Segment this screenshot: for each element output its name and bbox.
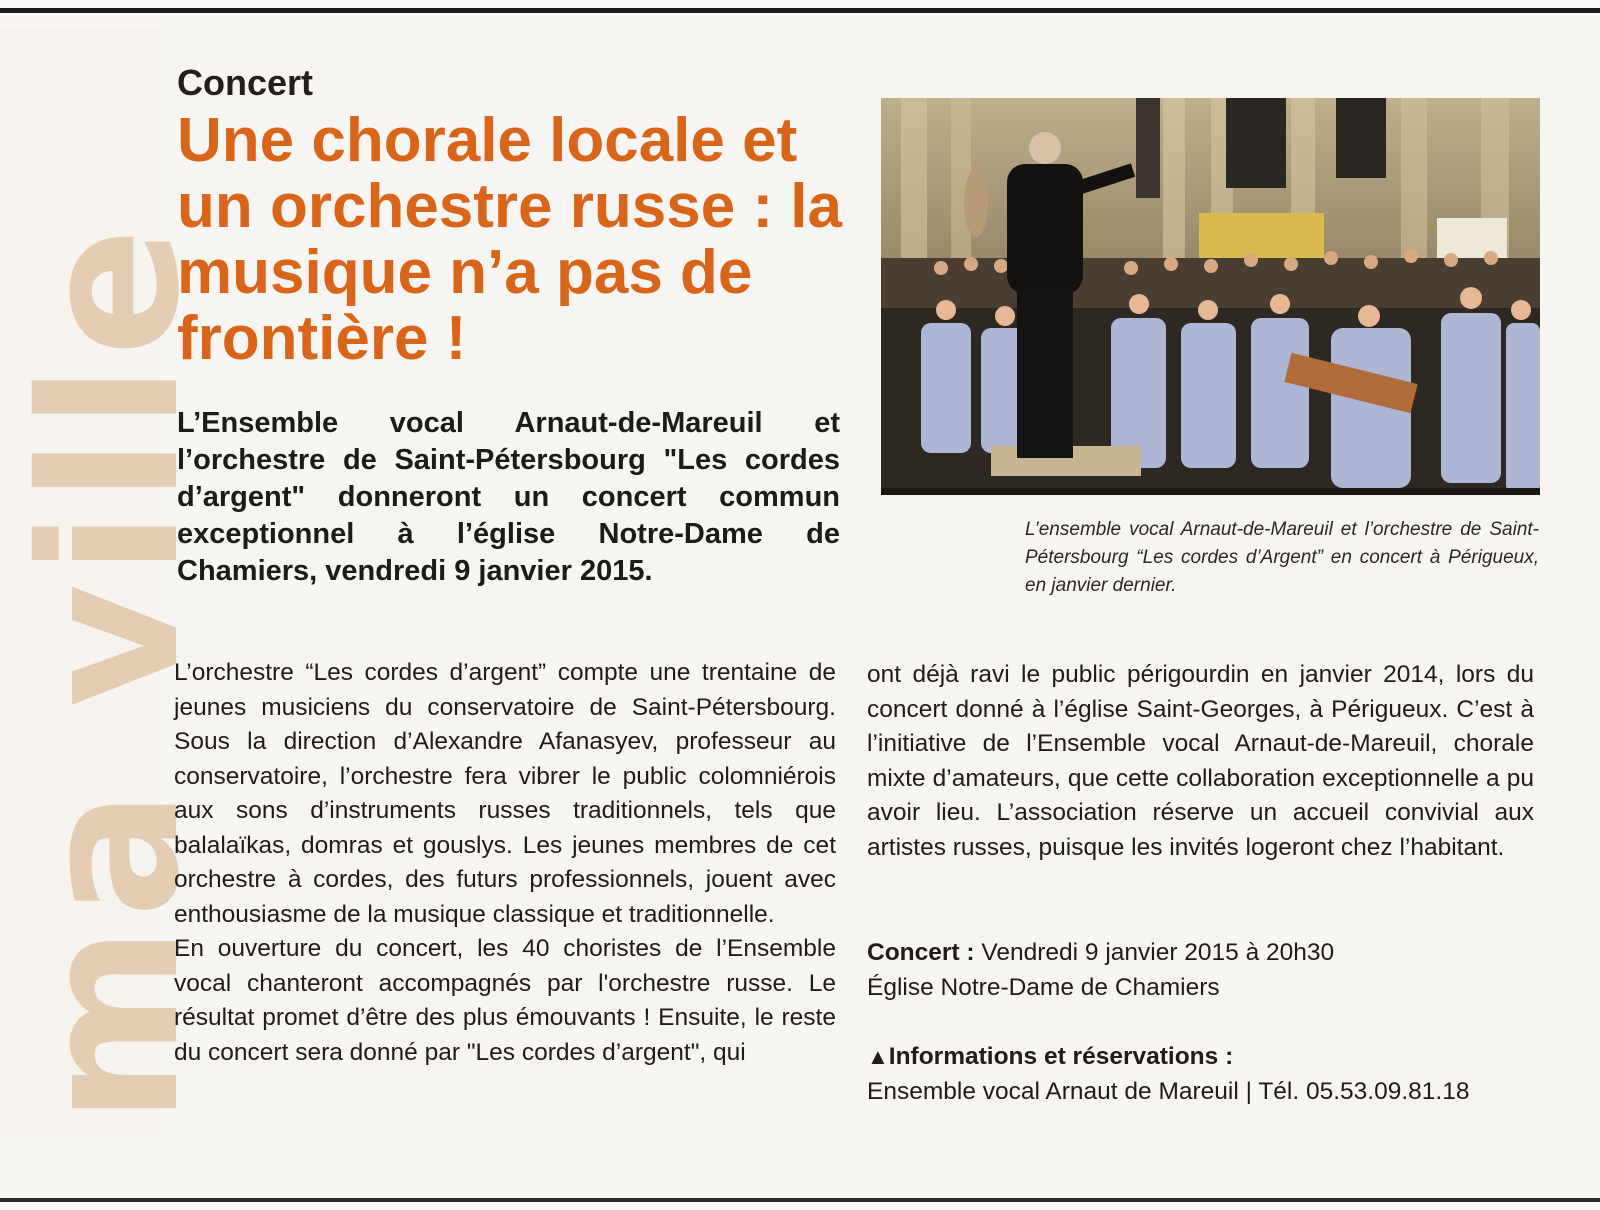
article-headline: Une chorale locale et un orchestre russe : la musique n’a pas de frontière ! (177, 106, 843, 373)
concert-photo (881, 98, 1540, 495)
body-column-right (867, 658, 1534, 865)
concert-date: Vendredi 9 janvier 2015 à 20h30 (974, 939, 1335, 966)
body-column-left (174, 656, 836, 1070)
body-paragraph: En ouverture du concert, les 40 choristes de l’Ensemble vocal chanteront accompagnés par l'orchestre russe. Le résultat promet d’être des plus émouvants ! Ensuite, le reste du concert sera donné par "Les cordes d’argent", qui (174, 935, 836, 1066)
photo-caption: L’ensemble vocal Arnaut-de-Mareuil et l’orchestre de Saint-Pétersbourg “Les cordes d’Argent” en concert à Périgueux, en janvier dernier. (1025, 519, 1539, 596)
reservation-details (867, 1040, 1547, 1109)
concert-details (867, 936, 1547, 1005)
reservation-heading-line (867, 1040, 1547, 1075)
section-tab (0, 28, 221, 1134)
reservation-label: Informations et réservations : (888, 1043, 1234, 1070)
concert-photo-illustration (881, 98, 1540, 495)
reservation-contact: Ensemble vocal Arnaut de Mareuil | Tél. 05.53.09.81.18 (867, 1077, 1470, 1105)
body-paragraph: L’orchestre “Les cordes d’argent” compte une trentaine de jeunes musiciens du conservatoire de Saint-Pétersbourg. Sous la direction d’Alexandre Afanasyev, professeur au conservatoire, l’orchestre fera vibrer le public colomniérois aux sons d’instruments russes traditionnels, tels que balalaïkas, domras et gouslys. Les jeunes membres de cet orchestre à cordes, des futurs professionnels, jouent avec enthousiasme de la musique classique et traditionnelle. (174, 659, 836, 928)
concert-label: Concert : (867, 939, 975, 966)
concert-date-line (867, 936, 1547, 971)
section-tab-text: ma ville (0, 219, 221, 1124)
article-lead: L’Ensemble vocal Arnaut-de-Mareuil et l’orchestre de Saint-Pétersbourg "Les cordes d’argent" donneront un concert commun exceptionnel à l’église Notre-Dame de Chamiers, vendredi 9 janvier 2015. (177, 407, 840, 587)
scan-top-edge (0, 8, 1600, 13)
concert-venue: Église Notre-Dame de Chamiers (867, 973, 1220, 1001)
scan-bottom-margin (0, 1202, 1600, 1210)
triangle-bullet-icon: ▲ (867, 1044, 889, 1069)
article-kicker: Concert (177, 62, 314, 103)
body-paragraph: ont déjà ravi le public périgourdin en janvier 2014, lors du concert donné à l’église Saint-Georges, à Périgueux. C’est à l’initiative de l’Ensemble vocal Arnaut-de-Mareuil, chorale mixte d’amateurs, que cette collaboration exceptionnelle a pu avoir lieu. L’association réserve un accueil convivial aux artistes russes, puisque les invités logeront chez l’habitant. (867, 661, 1534, 861)
